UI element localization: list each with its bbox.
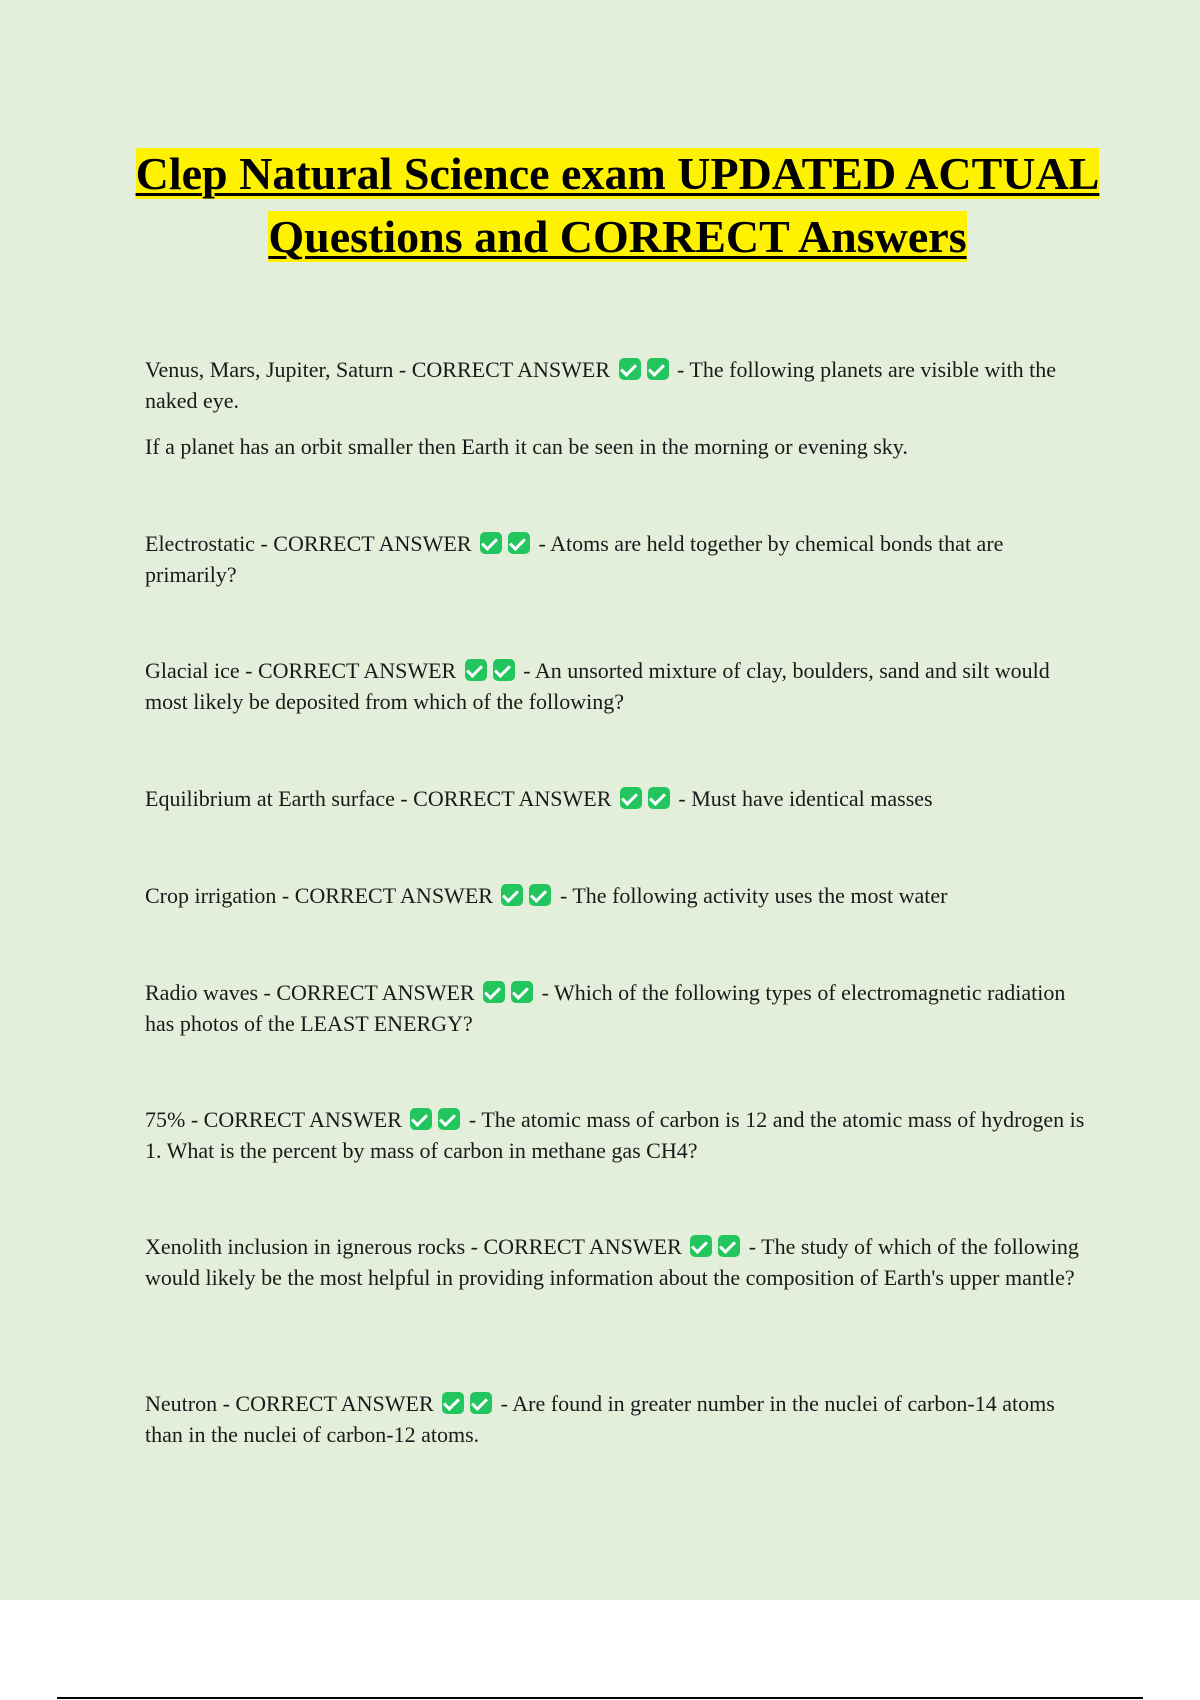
qa-line — [145, 1231, 1090, 1293]
check-mark-icon — [529, 884, 551, 906]
qa-line — [145, 354, 1090, 416]
question-text: - Are found in greater number in the nuclei of carbon-14 atoms than in the nuclei of carbon-12 atoms. — [145, 1391, 1055, 1447]
footer-divider — [57, 1697, 1143, 1699]
qa-entry — [145, 354, 1090, 462]
answer-text: Equilibrium at Earth surface - CORRECT ANSWER — [145, 786, 612, 811]
qa-entry — [145, 880, 1090, 911]
qa-entry — [145, 1388, 1090, 1450]
question-text: - The atomic mass of carbon is 12 and the atomic mass of hydrogen is 1. What is the percent by mass of carbon in methane gas CH4? — [145, 1107, 1085, 1163]
answer-text: Venus, Mars, Jupiter, Saturn - CORRECT ANSWER — [145, 357, 610, 382]
qa-line — [145, 880, 1090, 911]
document-title: Clep Natural Science exam UPDATED ACTUAL Questions and CORRECT Answers — [135, 148, 1100, 262]
question-text: - Which of the following types of electromagnetic radiation has photos of the LEAST ENERGY? — [145, 980, 1066, 1036]
qa-entry — [145, 1104, 1090, 1166]
check-mark-icon — [511, 981, 533, 1003]
check-mark-icon — [410, 1108, 432, 1130]
check-mark-icon — [718, 1235, 740, 1257]
check-mark-icon — [465, 659, 487, 681]
answer-text: Glacial ice - CORRECT ANSWER — [145, 658, 457, 683]
answer-text: Neutron - CORRECT ANSWER — [145, 1391, 434, 1416]
check-mark-icon — [619, 358, 641, 380]
answer-text: Electrostatic - CORRECT ANSWER — [145, 531, 472, 556]
question-text: - The following planets are visible with the naked eye. — [145, 357, 1057, 413]
check-mark-icon — [690, 1235, 712, 1257]
answer-text: 75% - CORRECT ANSWER — [145, 1107, 402, 1132]
answer-text: Radio waves - CORRECT ANSWER — [145, 980, 475, 1005]
extra-note: If a planet has an orbit smaller then Earth it can be seen in the morning or evening sky. — [145, 434, 908, 459]
qa-line — [145, 783, 1090, 814]
qa-entry — [145, 528, 1090, 590]
qa-entry — [145, 1231, 1090, 1293]
check-mark-icon — [493, 659, 515, 681]
qa-line — [145, 655, 1090, 717]
qa-entry — [145, 655, 1090, 717]
check-mark-icon — [647, 358, 669, 380]
qa-line — [145, 1104, 1090, 1166]
qa-line — [145, 528, 1090, 590]
qa-line — [145, 977, 1090, 1039]
check-mark-icon — [480, 532, 502, 554]
check-mark-icon — [620, 787, 642, 809]
qa-entry — [145, 977, 1090, 1039]
answer-text: Crop irrigation - CORRECT ANSWER — [145, 883, 493, 908]
check-mark-icon — [438, 1108, 460, 1130]
question-text: - The study of which of the following would likely be the most helpful in providing information about the composition of Earth's upper mantle? — [145, 1234, 1079, 1290]
question-text: - An unsorted mixture of clay, boulders, sand and silt would most likely be deposited from which of the following? — [145, 658, 1050, 714]
check-mark-icon — [442, 1392, 464, 1414]
question-text: - Atoms are held together by chemical bonds that are primarily? — [145, 531, 1004, 587]
check-mark-icon — [483, 981, 505, 1003]
title-block — [130, 142, 1105, 268]
question-text: - The following activity uses the most water — [559, 883, 948, 908]
question-text: - Must have identical masses — [678, 786, 933, 811]
check-mark-icon — [648, 787, 670, 809]
check-mark-icon — [470, 1392, 492, 1414]
check-mark-icon — [501, 884, 523, 906]
qa-line — [145, 1388, 1090, 1450]
qa-entry — [145, 783, 1090, 814]
answer-text: Xenolith inclusion in ignerous rocks - CORRECT ANSWER — [145, 1234, 682, 1259]
check-mark-icon — [508, 532, 530, 554]
